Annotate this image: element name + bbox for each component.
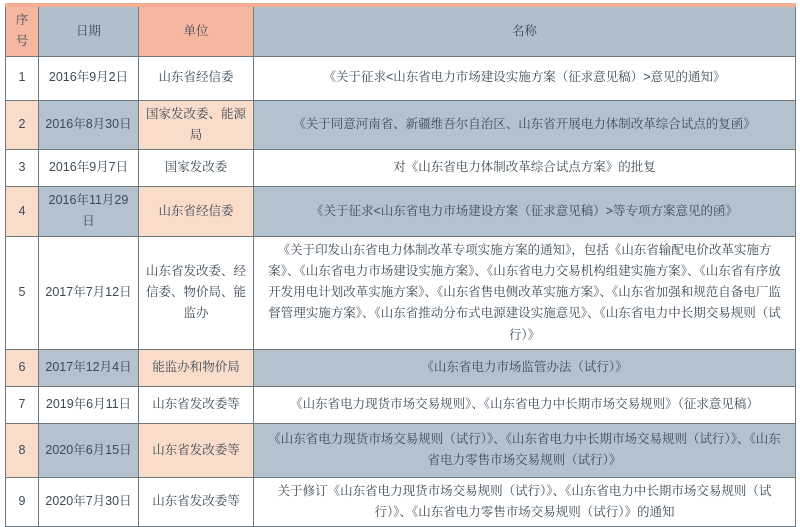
- cell-name: 《山东省电力现货市场交易规则》、《山东省电力中长期市场交易规则》（征求意见稿）: [254, 386, 796, 423]
- cell-date: 2020年6月15日: [39, 423, 139, 477]
- cell-unit: 国家发改委、能源局: [139, 100, 254, 150]
- cell-seq: 4: [6, 187, 39, 237]
- cell-seq: 3: [6, 150, 39, 187]
- cell-date: 2016年9月2日: [39, 56, 139, 100]
- header-row: [6, 5, 796, 56]
- header-name: 名称: [254, 5, 796, 56]
- table-row: [6, 150, 796, 187]
- cell-name: 关于修订《山东省电力现货市场交易规则（试行）》、《山东省电力中长期市场交易规则（试行）》、《山东省电力零售市场交易规则（试行）》的通知: [254, 477, 796, 527]
- cell-unit: 国家发改委: [139, 150, 254, 187]
- cell-name: 对《山东省电力体制改革综合试点方案》的批复: [254, 150, 796, 187]
- cell-unit: 山东省经信委: [139, 56, 254, 100]
- cell-name: 《山东省电力市场监管办法（试行）》: [254, 349, 796, 386]
- cell-date: 2016年11月29日: [39, 187, 139, 237]
- header-unit: 单位: [139, 5, 254, 56]
- cell-name: 《关于同意河南省、新疆维吾尔自治区、山东省开展电力体制改革综合试点的复函》: [254, 100, 796, 150]
- cell-unit: 山东省发改委等: [139, 386, 254, 423]
- cell-seq: 1: [6, 56, 39, 100]
- cell-seq: 9: [6, 477, 39, 527]
- header-seq: 序号: [6, 5, 39, 56]
- table-row: [6, 386, 796, 423]
- table-row: [6, 349, 796, 386]
- cell-unit: 山东省发改委等: [139, 423, 254, 477]
- cell-date: 2019年6月11日: [39, 386, 139, 423]
- table-row: [6, 187, 796, 237]
- cell-unit: 山东省发改委等: [139, 477, 254, 527]
- policy-table: [5, 3, 796, 527]
- cell-name: 《关于征求<山东省电力市场建设方案（征求意见稿）>等专项方案意见的函》: [254, 187, 796, 237]
- cell-name: 《山东省电力现货市场交易规则（试行）》、《山东省电力中长期市场交易规则（试行）》、《山东省电力零售市场交易规则（试行）》: [254, 423, 796, 477]
- cell-date: 2016年8月30日: [39, 100, 139, 150]
- cell-seq: 5: [6, 236, 39, 349]
- cell-seq: 7: [6, 386, 39, 423]
- cell-unit: 能监办和物价局: [139, 349, 254, 386]
- table-row: [6, 100, 796, 150]
- cell-name: 《关于征求<山东省电力市场建设实施方案（征求意见稿）>意见的通知》: [254, 56, 796, 100]
- cell-date: 2017年7月12日: [39, 236, 139, 349]
- cell-unit: 山东省发改委、经信委、物价局、能监办: [139, 236, 254, 349]
- cell-seq: 2: [6, 100, 39, 150]
- table-row: [6, 56, 796, 100]
- cell-date: 2020年7月30日: [39, 477, 139, 527]
- cell-name: 《关于印发山东省电力体制改革专项实施方案的通知》，包括《山东省输配电价改革实施方案》、《山东省电力市场建设实施方案》、《山东省电力交易机构组建实施方案》、《山东省有序放开发用电计划改革实施方案》、《山东省售电侧改革实施方案》、《山东省加强和规范自备电厂监督管理实施方案》、《山东省推动分布式电源建设实施意见》、《山东省电力中长期交易规则（试行）》: [254, 236, 796, 349]
- table-row: [6, 477, 796, 527]
- header-date: 日期: [39, 5, 139, 56]
- cell-seq: 6: [6, 349, 39, 386]
- table-row: [6, 236, 796, 349]
- cell-seq: 8: [6, 423, 39, 477]
- cell-unit: 山东省经信委: [139, 187, 254, 237]
- table-row: [6, 423, 796, 477]
- cell-date: 2016年9月7日: [39, 150, 139, 187]
- cell-date: 2017年12月4日: [39, 349, 139, 386]
